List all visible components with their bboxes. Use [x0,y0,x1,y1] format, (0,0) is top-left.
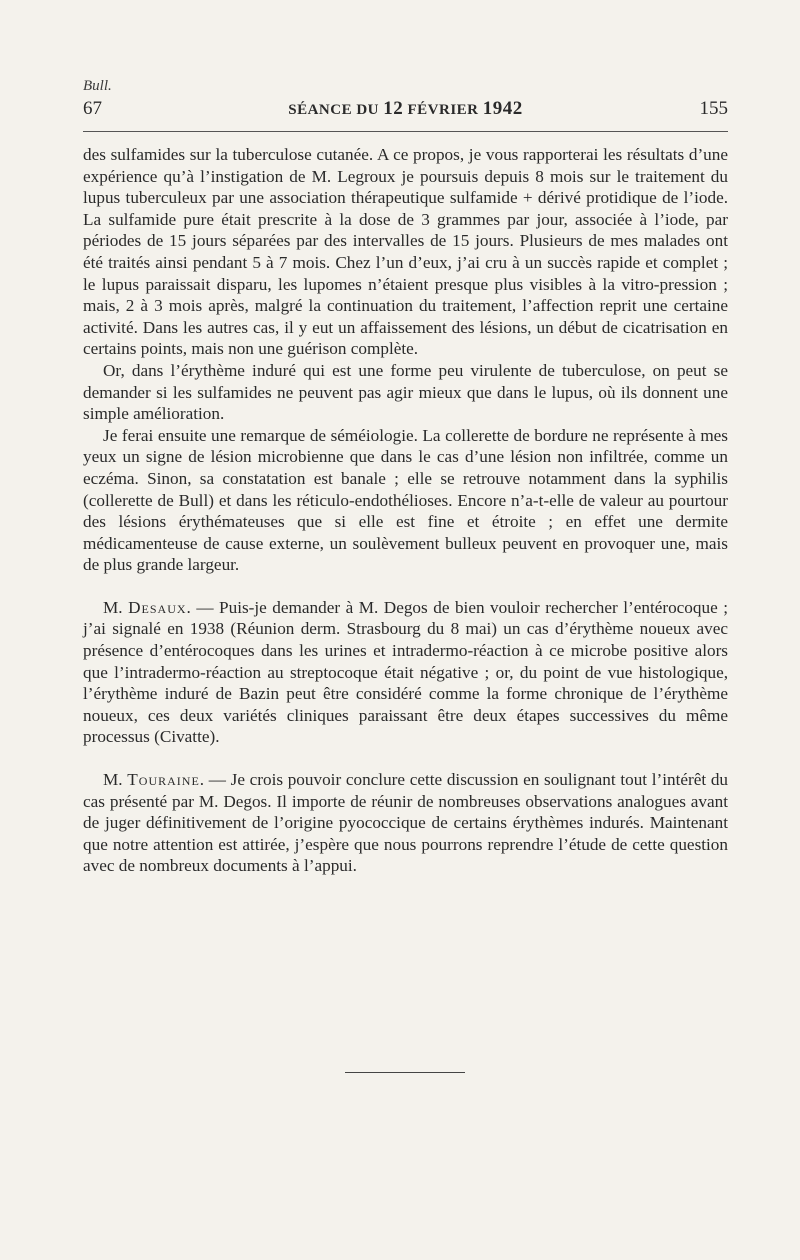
session-month: FÉVRIER [407,102,479,118]
speaker-prefix: M. [103,597,123,617]
session-day: 12 [383,98,404,119]
paragraph-semeiologie: Je ferai ensuite une remarque de séméiologie. La collerette de bordure ne représente à mes yeux un signe de lésion microbienne que dans le cas d’une lésion non infiltrée, comme un eczéma. Sinon, sa constatation est banale ; elle se retrouve notamment dans la syphilis (collerette de Bull) et dans les réticulo-endothélioses. Encore n’a-t-elle de valeur au pourtour des lésions érythémateuses que si elle est fine et étroite ; en effet une dermite médicamenteuse de cause externe, un soulèvement bulleux peuvent en provoquer une, mais de plus grande largeur. [83,425,728,575]
paragraph-sulfamides: des sulfamides sur la tuberculose cutanée. A ce propos, je vous rapporterai les résultats d’une expérience qu’à l’instigation de M. Legroux je poursuis depuis 8 mois sur le traitement du lupus tuberculeux par une association thérapeutique sulfamide + dérivé protidique de l’iode. La sulfamide pure était prescrite à la dose de 3 grammes par jour, associée à l’iode, par périodes de 15 jours séparées par des intervalles de 15 jours. Plusieurs de mes malades ont été traités ainsi pendant 5 à 7 mois. Chez l’un d’eux, j’ai cru à un succès rapide et complet ; le lupus paraissait disparu, les lupomes n’étaient presque plus visibles à la vitro-pression ; mais, 2 à 3 mois après, malgré la continuation du traitement, l’affection reprit une certaine activité. Dans les autres cas, il y eut un affaissement des lésions, un début de cicatrisation en certains points, mais non une guérison complète. [83,145,728,359]
running-header [83,96,728,126]
touraine-remark [83,769,728,877]
touraine-text: . — Je crois pouvoir conclure cette discussion en soulignant tout l’intérêt du cas présenté par M. Degos. Il importe de réunir de nombreuses observations analogues avant de juger définitivement de l’origine pyococcique de certains érythèmes indurés. Maintenant que notre attention est attirée, j’espère que nous pourrons reprendre l’étude de cette question avec de nombreux documents à l’appui. [83,770,729,876]
article-body [83,144,728,877]
desaux-text: . — Puis-je demander à M. Degos de bien vouloir rechercher l’entérocoque ; j’ai signalé en 1938 (Réunion derm. Strasbourg du 8 mai) un cas d’érythème noueux avec présence d’entérocoques dans les urines et intradermo-réaction à ce microbe positive alors que l’intradermo-réaction au streptocoque était négative ; or, du point de vue histologique, l’érythème induré de Bazin peut être considéré comme la forme chronique de l’érythème noueux, ces deux variétés cliniques paraissant être deux étapes successives du même processus (Civatte). [83,597,728,747]
speaker-prefix: M. [103,770,123,790]
session-label: SÉANCE DU [288,102,379,118]
desaux-remark [83,597,728,748]
issue-number: 67 [83,98,102,119]
session-title [83,98,728,120]
speaker-name-touraine: Touraine [127,770,200,790]
header-rule [83,131,728,132]
section-end-rule [345,1072,465,1073]
session-year: 1942 [482,98,523,119]
page-number: 155 [699,98,728,119]
speaker-name-desaux: Desaux [128,597,187,617]
journal-abbreviation: Bull. [83,78,112,94]
paragraph-erytheme: Or, dans l’érythème induré qui est une forme peu virulente de tuberculose, on peut se demander si les sulfamides ne peuvent pas agir mieux que dans le lupus, où ils donnent une simple amélioration. [83,360,728,424]
